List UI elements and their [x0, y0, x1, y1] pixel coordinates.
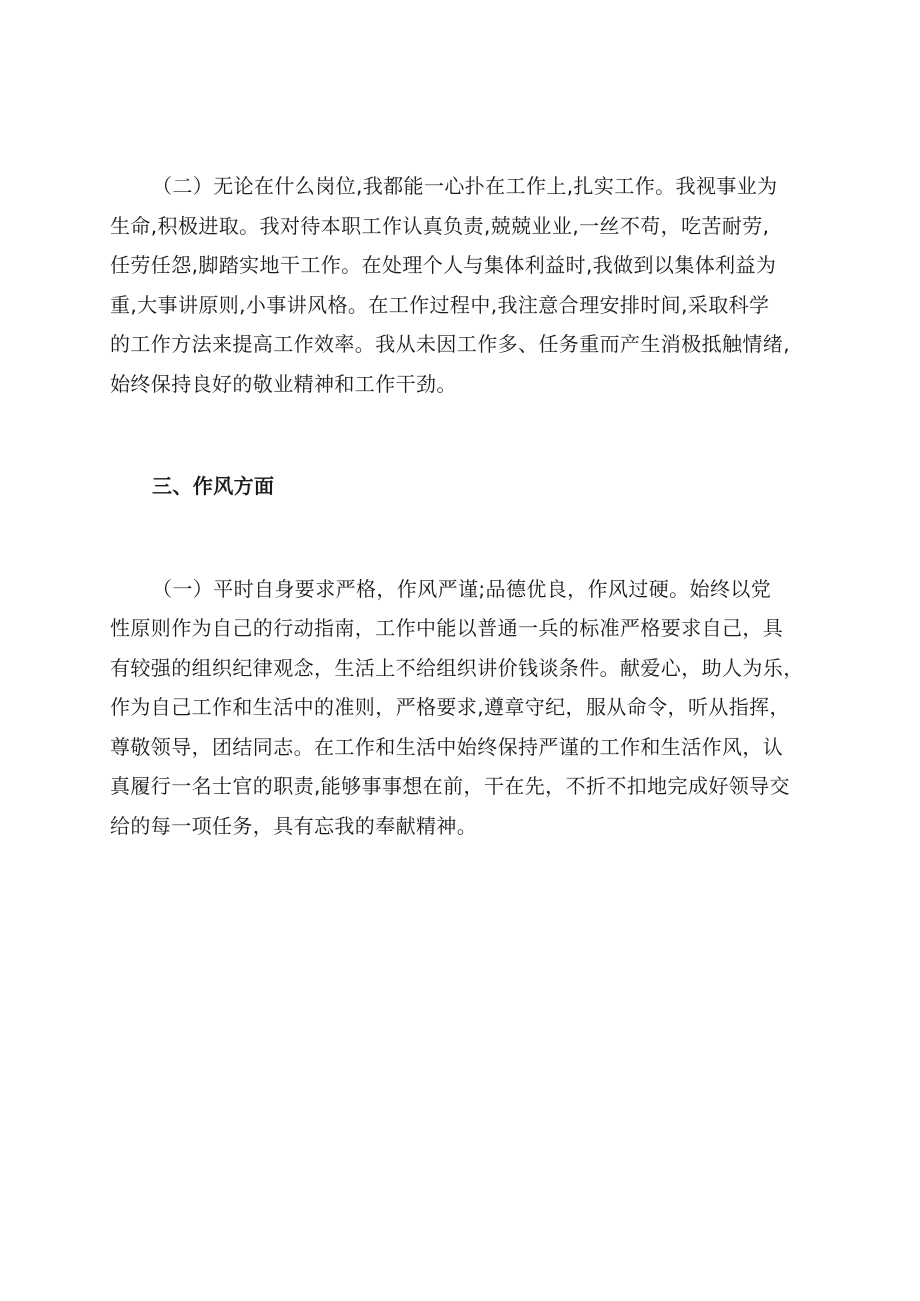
paragraph-line: 有较强的组织纪律观念，生活上不给组织讲价钱谈条件。献爱心，助人为乐， — [110, 655, 804, 680]
paragraph-line: 重,大事讲原则,小事讲风格。在工作过程中,我注意合理安排时间,采取科学 — [110, 292, 770, 317]
spacer — [110, 507, 810, 570]
paragraph-line: 任劳任怨,脚踏实地干工作。在处理个人与集体利益时,我做到以集体利益为 — [110, 253, 777, 277]
document-body — [110, 167, 810, 846]
paragraph-line: 生命,积极进取。我对待本职工作认真负责,兢兢业业,一丝不苟，吃苦耐劳, — [110, 213, 770, 238]
paragraph-line: （二）无论在什么岗位,我都能一心扑在工作上,扎实工作。我视事业为 — [152, 174, 778, 198]
paragraph-work-style — [110, 570, 810, 847]
paragraph-line: 的工作方法来提高工作效率。我从未因工作多、任务重而产生消极抵触情绪, — [110, 332, 790, 356]
paragraph-work-attitude — [110, 167, 810, 404]
paragraph-line: （一）平时自身要求严格，作风严谨;品德优良，作风过硬。始终以党 — [152, 576, 772, 601]
paragraph-line: 始终保持良好的敬业精神和工作干劲。 — [110, 371, 457, 396]
paragraph-line: 尊敬领导，团结同志。在工作和生活中始终保持严谨的工作和生活作风，认 — [110, 734, 784, 759]
section-heading: 三、作风方面 — [152, 474, 275, 498]
paragraph-line: 真履行一名士官的职责,能够事事想在前，干在先，不折不扣地完成好领导交 — [110, 774, 790, 798]
spacer — [110, 404, 810, 467]
paragraph-line: 给的每一项任务，具有忘我的奉献精神。 — [110, 813, 478, 838]
paragraph-line: 性原则作为自己的行动指南，工作中能以普通一兵的标准严格要求自己，具 — [110, 616, 784, 640]
paragraph-line: 作为自己工作和生活中的准则，严格要求,遵章守纪，服从命令，听从指挥， — [110, 695, 790, 719]
